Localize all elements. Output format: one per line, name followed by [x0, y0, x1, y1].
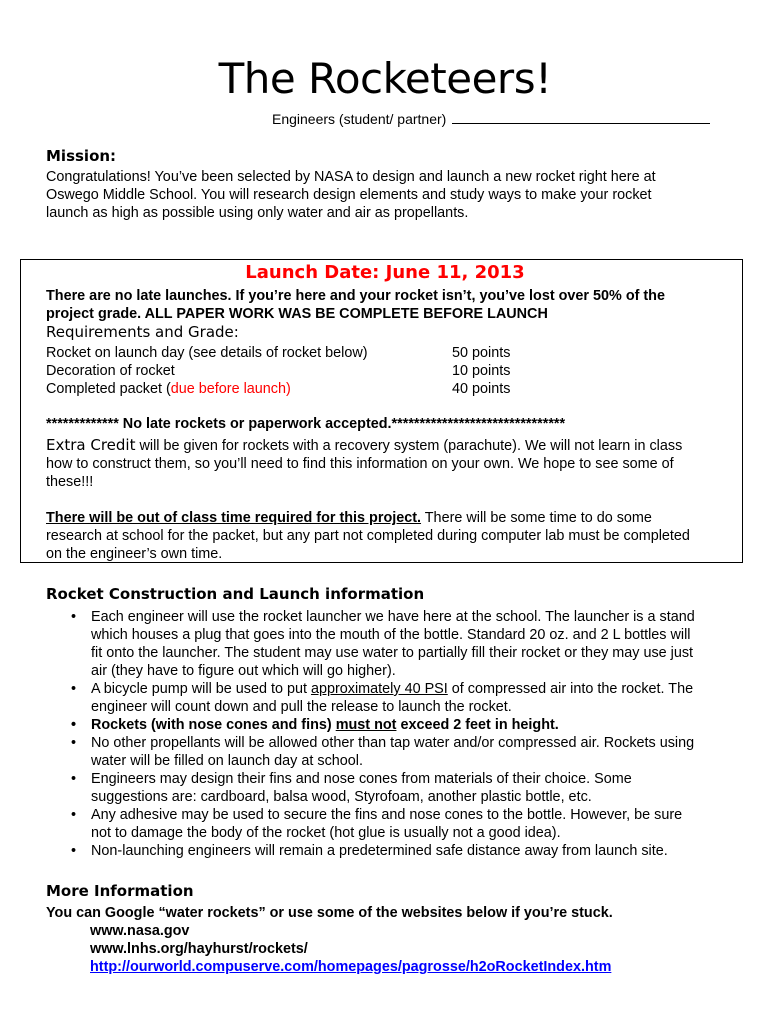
- list-line: Engineers may design their fins and nose cones from materials of their choice. Some: [91, 771, 632, 787]
- list-text: Rockets (with nose cones and fins): [91, 717, 336, 733]
- out-of-class-line: research at school for the packet, but any part not completed during computer lab must be completed: [46, 528, 690, 544]
- extra-credit: [46, 436, 682, 491]
- list-text: exceed 2 feet in height.: [396, 717, 559, 733]
- list-item: [46, 716, 746, 734]
- extra-credit-label: Extra Credit: [46, 436, 136, 454]
- bullet-icon: •: [71, 843, 77, 859]
- bullet-icon: •: [71, 717, 77, 733]
- late-line: There are no late launches. If you’re here and your rocket isn’t, you’ve lost over 50% of the: [46, 288, 665, 304]
- site-nasa: www.nasa.gov: [90, 923, 190, 939]
- req-item: Rocket on launch day (see details of rocket below): [46, 345, 368, 361]
- engineers-blank[interactable]: [452, 111, 710, 124]
- bullet-icon: •: [71, 771, 77, 787]
- list-line: Each engineer will use the rocket launcher we have here at the school. The launcher is a stand: [91, 609, 695, 625]
- list-line: not to damage the body of the rocket (hot glue is usually not a good idea).: [91, 825, 561, 841]
- out-of-class: [46, 509, 690, 563]
- list-item: [46, 680, 746, 716]
- site-lnhs: www.lnhs.org/hayhurst/rockets/: [90, 941, 308, 957]
- out-of-class-line: There will be some time to do some: [421, 510, 652, 526]
- list-line: water will be filled on launch day at school.: [91, 753, 363, 769]
- bullet-icon: •: [71, 735, 77, 751]
- req-item: Decoration of rocket: [46, 363, 175, 379]
- list-text: A bicycle pump will be used to put: [91, 681, 311, 697]
- out-of-class-emphasis: There will be out of class time required for this project.: [46, 510, 422, 526]
- out-of-class-line: on the engineer’s own time.: [46, 546, 223, 562]
- construction-list: [46, 608, 746, 860]
- list-item: [46, 734, 746, 770]
- engineers-label: Engineers (student/ partner): [272, 111, 447, 127]
- list-emphasis: approximately 40 PSI: [310, 681, 448, 697]
- list-item: [46, 806, 746, 842]
- list-item: [46, 770, 746, 806]
- more-info-intro: You can Google “water rockets” or use some of the websites below if you’re stuck.: [46, 905, 613, 921]
- mission-line: launch as high as possible using only water and air as propellants.: [46, 205, 469, 221]
- req-item-prefix: Completed packet (: [46, 381, 171, 397]
- req-item-due: due before launch): [170, 381, 291, 397]
- req-points: 10 points: [452, 363, 511, 379]
- rocket-index-link[interactable]: http://ourworld.compuserve.com/homepages/pagrosse/h2oRocketIndex.htm: [90, 959, 612, 975]
- more-info-heading: More Information: [46, 882, 194, 900]
- extra-credit-line: how to construct them, so you’ll need to find this information on your own. We hope to see some of: [46, 456, 674, 472]
- launch-date: Launch Date: June 11, 2013: [245, 262, 525, 283]
- late-line: project grade. ALL PAPER WORK WAS BE COMPLETE BEFORE LAUNCH: [46, 306, 548, 322]
- list-line: No other propellants will be allowed other than tap water and/or compressed air. Rockets using: [91, 735, 695, 751]
- extra-credit-line: these!!!: [46, 474, 94, 490]
- no-late-notice: ************* No late rockets or paperwork accepted.*******************************: [46, 416, 566, 432]
- list-line: suggestions are: cardboard, balsa wood, Styrofoam, another plastic bottle, etc.: [91, 789, 592, 805]
- bullet-icon: •: [71, 807, 77, 823]
- list-text: of compressed air into the rocket. The: [447, 681, 694, 697]
- list-line: fit onto the launcher. The student may use water to partially fill their rocket or they may use just: [91, 645, 694, 661]
- mission-heading: Mission:: [46, 147, 117, 165]
- list-line: air (they have to figure out which will go higher).: [91, 663, 396, 679]
- list-item: [46, 608, 746, 680]
- engineers-line: [272, 111, 710, 127]
- page-title: The Rocketeers!: [218, 54, 552, 103]
- req-item: [46, 380, 291, 398]
- list-item: [46, 842, 746, 860]
- req-points: 50 points: [452, 345, 511, 361]
- late-warning: [46, 287, 665, 323]
- bullet-icon: •: [71, 609, 77, 625]
- mission-line: Congratulations! You’ve been selected by NASA to design and launch a new rocket right here at: [46, 169, 656, 185]
- list-line: which houses a plug that goes into the mouth of the bottle. Standard 20 oz. and 2 L bottles will: [91, 627, 691, 643]
- requirements-heading: Requirements and Grade:: [46, 323, 239, 341]
- bullet-icon: •: [71, 681, 77, 697]
- construction-heading: Rocket Construction and Launch information: [46, 585, 425, 603]
- list-emphasis: must not: [335, 717, 397, 733]
- list-line: engineer will count down and pull the release to launch the rocket.: [91, 699, 512, 715]
- list-line: Non-launching engineers will remain a predetermined safe distance away from launch site.: [91, 843, 668, 859]
- mission-line: Oswego Middle School. You will research design elements and study ways to make your rocket: [46, 187, 652, 203]
- req-points: 40 points: [452, 381, 511, 397]
- list-line: Any adhesive may be used to secure the fins and nose cones to the bottle. However, be sure: [91, 807, 683, 823]
- mission-text: [46, 168, 656, 222]
- extra-credit-line: will be given for rockets with a recovery system (parachute). We will not learn in class: [135, 438, 683, 454]
